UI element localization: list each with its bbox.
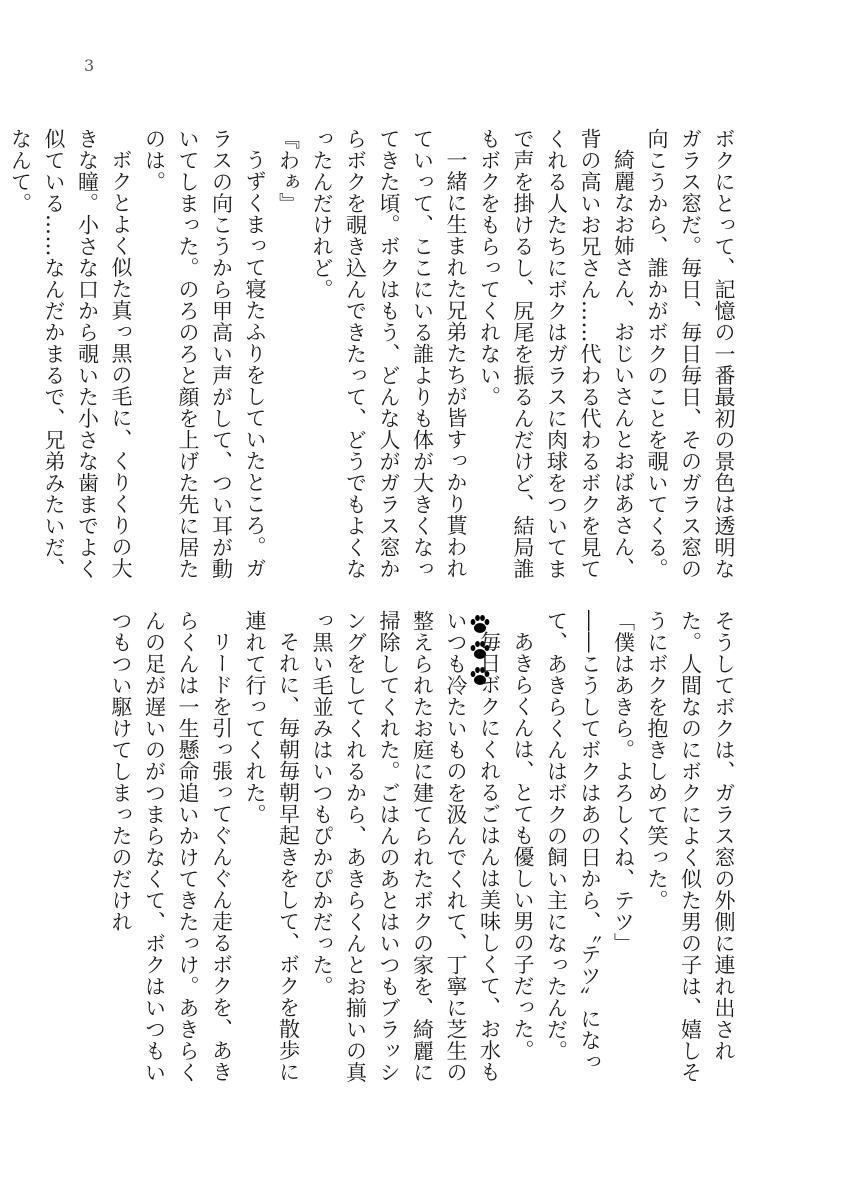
paragraph: あきらくんは、とても優しい男の子だった。 xyxy=(511,631,535,1061)
paragraph: ボクにとって、記憶の一番最初の景色は透明なガラス窓だ。毎日、毎日毎日、そのガラス窓の向こうから、誰かがボクのことを覗いてくる。 xyxy=(645,128,736,580)
paragraph: 綺麗なお姉さん、おじいさんとおばあさん、背の高いお兄さん……代わる代わるボクを見てくれる人たちにボクはガラスに肉球をついてまで声を掛けるし、尻尾を振るんだけど、結局誰もボクをもらってくれない。 xyxy=(477,128,636,580)
paragraph: リードを引っ張ってぐんぐん走るボクを、あきらくんは一生懸命追いかけてきたっけ。あきらくんの足が遅いのがつまらなくて、ボクはいつもいつもつい駆けてしまったのだけれ xyxy=(109,610,234,1083)
upper-text-block xyxy=(8,128,740,588)
paragraph: うずくまって寝たふりをしていたところ。ガラスの向こうから甲高い声がして、つい耳が動いてしまった。のろのろと顔を上げた先に居たのは。 xyxy=(142,128,267,580)
dialogue-line: 「僕はあきら。よろしくね、テツ」 xyxy=(611,610,636,954)
page-number: 3 xyxy=(84,56,95,75)
paragraph: 毎日ボクにくれるごはんは美味しくて、お水もいつも冷たいものを汲んでくれて、丁寧に芝生の整えられたお庭に建てられたボクの家を、綺麗に掃除してくれた。ごはんのあとはいつもブラッシングをしてくれるから、あきらくんとお揃いの真っ黒い毛並みはいつもぴかぴかだった。 xyxy=(310,610,502,1083)
paragraph: ――こうしてボクはあの日から、〝テツ〟になって、あきらくんはボクの飼い主になったんだ。 xyxy=(544,610,602,1073)
dialogue-line xyxy=(0,128,3,588)
paragraph: 一緒に生まれた兄弟たちが皆すっかり貰われていって、ここにいる誰よりも体が大きくなってきた頃。ボクはもう、どんな人がガラス窓からボクを覗き込んできたって、どうでもよくなったんだけれど。 xyxy=(310,128,468,580)
paragraph: そうしてボクは、ガラス窓の外側に連れ出された。人間なのにボクによく似た男の子は、嬉しそうにボクを抱きしめて笑った。 xyxy=(645,610,736,1083)
dialogue-line: 『わぁ』 xyxy=(276,128,301,214)
paragraph: それに、毎朝毎朝早起きをして、ボクを散歩に連れて行ってくれた。 xyxy=(243,610,301,1083)
paragraph: ボクとよく似た真っ黒の毛に、くりくりの大きな瞳。小さな口から覗いた小さな歯までよく似ている……なんだかまるで、兄弟みたいだ、なんて。 xyxy=(8,128,133,580)
lower-text-block xyxy=(80,610,740,1100)
